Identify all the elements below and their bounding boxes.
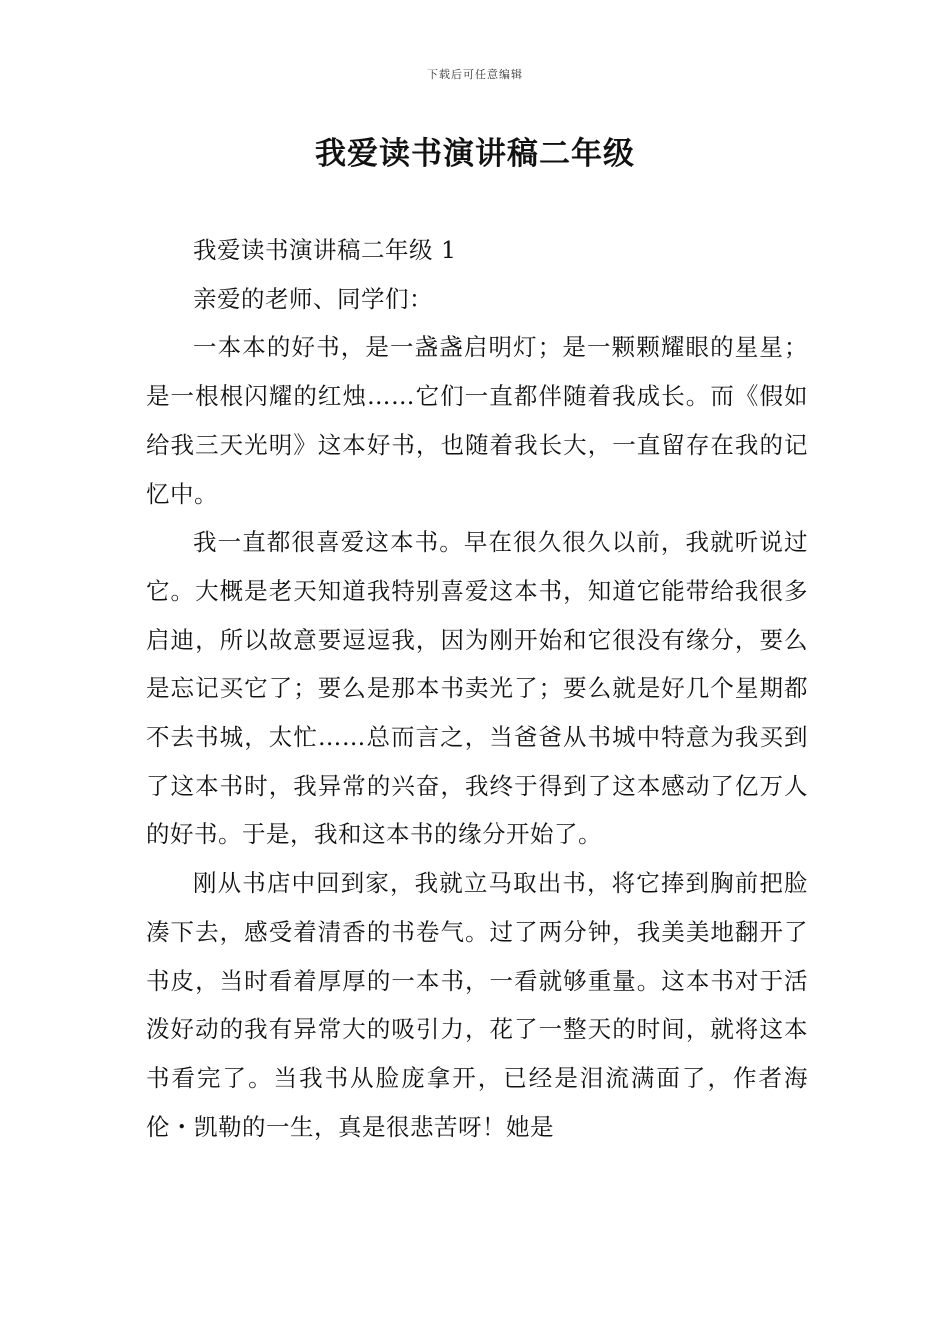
header-note: 下载后可任意编辑	[427, 68, 523, 81]
salutation-paragraph: 亲爱的老师、同学们：	[193, 284, 433, 313]
body-paragraph-3: 刚从书店中回到家，我就立马取出书，将它捧到胸前把脸凑下去，感受着清香的书卷气。过了两分钟，我美美地翻开了书皮，当时看着厚厚的一本书，一看就够重量。这本书对于活泼好动的我有异常大的吸引力，花了一整天的时间，就将这本书看完了。当我书从脸庞拿开，已经是泪流满面了，作者海伦・凯勒的一生，真是很悲苦呀！她是	[146, 869, 808, 1141]
body-paragraph-2: 我一直都很喜爱这本书。早在很久很久以前，我就听说过它。大概是老天知道我特别喜爱这本书，知道它能带给我很多启迪，所以故意要逗逗我，因为刚开始和它很没有缘分，要么是忘记买它了；要么是那本书卖光了；要么就是好几个星期都不去书城，太忙……总而言之，当爸爸从书城中特意为我买到了这本书时，我异常的兴奋，我终于得到了这本感动了亿万人的好书。于是，我和这本书的缘分开始了。	[146, 528, 808, 849]
subtitle-paragraph: 我爱读书演讲稿二年级 1	[193, 236, 457, 264]
body-paragraph-1: 一本本的好书，是一盏盏启明灯；是一颗颗耀眼的星星；是一根根闪耀的红烛……它们一直都伴随着我成长。而《假如给我三天光明》这本好书，也随着我长大，一直留存在我的记忆中。	[146, 333, 808, 508]
document-body	[146, 226, 808, 1151]
document-title: 我爱读书演讲稿二年级	[315, 136, 635, 172]
